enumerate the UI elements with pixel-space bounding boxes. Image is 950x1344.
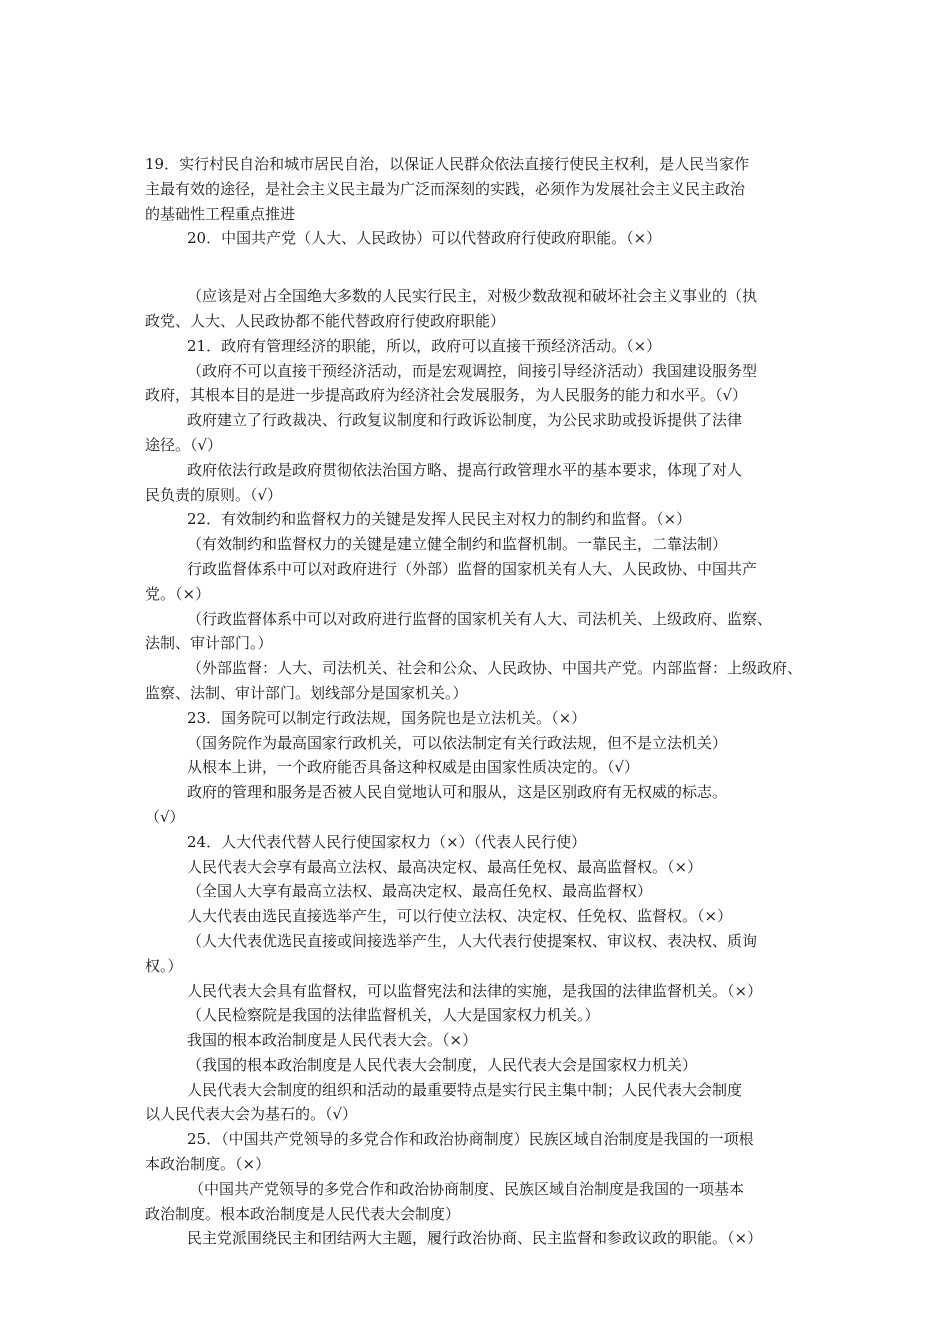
text-line: （应该是对占全国绝大多数的人民实行民主，对极少数敌视和破坏社会主义事业的（执: [187, 287, 758, 306]
text-line: （我国的根本政治制度是人民代表大会制度，人民代表大会是国家权力机关）: [187, 1055, 698, 1074]
text-line: 政府，其根本目的是进一步提高政府为经济社会发展服务，为人民服务的能力和水平。（√）: [145, 386, 748, 405]
text-line: 权。）: [145, 956, 183, 975]
text-line: （中国共产党领导的多党合作和政治协商制度、民族区域自治制度是我国的一项基本: [189, 1179, 745, 1198]
text-line: 途径。（√）: [145, 435, 223, 454]
text-line: 24．人大代表代替人民行使国家权力（×）（代表人民行使）: [187, 832, 587, 851]
text-line: 民负责的原则。（√）: [145, 485, 283, 504]
text-line: 23．国务院可以制定行政法规，国务院也是立法机关。（×）: [187, 708, 587, 727]
text-line: （全国人大享有最高立法权、最高决定权、最高任免权、最高监督权）: [187, 882, 653, 901]
text-line: 政党、人大、人民政协都不能代替政府行使政府职能）: [145, 311, 506, 330]
text-line: （人民检察院是我国的法律监督机关，人大是国家权力机关。）: [187, 1006, 600, 1025]
text-line: （政府不可以直接干预经济活动，而是宏观调控，间接引导经济活动）我国建设服务型: [187, 361, 758, 380]
text-line: 党。（×）: [145, 584, 211, 603]
text-line: 我国的根本政治制度是人民代表大会。（×）: [187, 1031, 478, 1050]
text-line: （√）: [145, 807, 185, 826]
text-line: 25．（中国共产党领导的多党合作和政治协商制度）民族区域自治制度是我国的一项根: [187, 1130, 754, 1149]
text-line: （有效制约和监督权力的关键是建立健全制约和监督机制。一靠民主，二靠法制）: [187, 535, 728, 554]
text-line: 20．中国共产党（人大、人民政协）可以代替政府行使政府职能。（×）: [187, 229, 662, 248]
text-line: 人民代表大会享有最高立法权、最高决定权、最高任免权、最高监督权。（×）: [187, 857, 703, 876]
text-line: 从根本上讲，一个政府能否具备这种权威是由国家性质决定的。（√）: [187, 758, 640, 777]
text-line: （外部监督：人大、司法机关、社会和公众、人民政协、中国共产党。内部监督：上级政府、: [187, 659, 803, 678]
text-line: 民主党派围绕民主和团结两大主题，履行政治协商、民主监督和参政议政的职能。（×）: [187, 1229, 763, 1248]
text-line: 以人民代表大会为基石的。（√）: [145, 1105, 358, 1124]
text-line: 19．实行村民自治和城市居民自治，以保证人民群众依法直接行使民主权利，是人民当家作: [145, 155, 750, 173]
text-line: （人大代表优选民直接或间接选举产生，人大代表行使提案权、审议权、表决权、质询: [187, 931, 758, 950]
text-line: 政府建立了行政裁决、行政复议制度和行政诉讼制度，为公民求助或投诉提供了法律: [187, 411, 743, 430]
blank-line: [145, 251, 810, 284]
text-line: 人民代表大会具有监督权，可以监督宪法和法律的实施，是我国的法律监督机关。（×）: [187, 981, 763, 1000]
text-line: 政府依法行政是政府贯彻依法治国方略、提高行政管理水平的基本要求，体现了对人: [187, 460, 743, 479]
text-line: （国务院作为最高国家行政机关，可以依法制定有关行政法规，但不是立法机关）: [187, 733, 728, 752]
text-line: 政治制度。根本政治制度是人民代表大会制度）: [145, 1204, 461, 1223]
text-line: 监察、法制、审计部门。划线部分是国家机关。）: [145, 683, 468, 702]
text-line: 本政治制度。（×）: [145, 1155, 271, 1174]
text-line: 主最有效的途径，是社会主义民主最为广泛而深刻的实践，必须作为发展社会主义民主政治: [145, 179, 746, 198]
text-line: 的基础性工程重点推进: [145, 204, 296, 223]
text-line: 行政监督体系中可以对政府进行（外部）监督的国家机关有人大、人民政协、中国共产: [187, 559, 758, 578]
text-line: 22．有效制约和监督权力的关键是发挥人民民主对权力的制约和监督。（×）: [187, 510, 692, 529]
text-line: 21．政府有管理经济的职能，所以，政府可以直接干预经济活动。（×）: [187, 336, 662, 355]
text-line: 法制、审计部门。）: [145, 634, 273, 653]
text-line: 人大代表由选民直接选举产生，可以行使立法权、决定权、任免权、监督权。（×）: [187, 907, 733, 926]
text-line: （行政监督体系中可以对政府进行监督的国家机关有人大、司法机关、上级政府、监察、: [187, 609, 773, 628]
text-line: 人民代表大会制度的组织和活动的最重要特点是实行民主集中制；人民代表大会制度: [187, 1080, 743, 1099]
text-line: 政府的管理和服务是否被人民自觉地认可和服从，这是区别政府有无权威的标志。: [187, 783, 728, 802]
document-body: [145, 152, 810, 1251]
